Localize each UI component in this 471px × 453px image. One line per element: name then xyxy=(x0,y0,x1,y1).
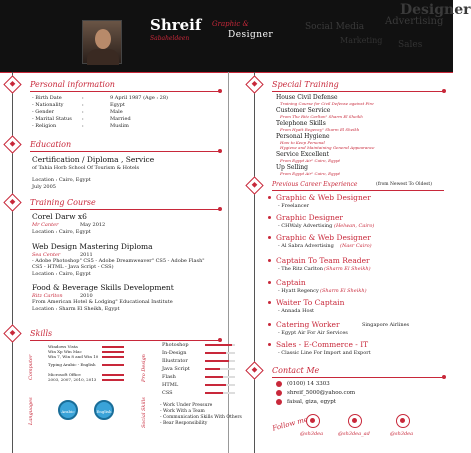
personal-label: - Nationality xyxy=(32,102,64,108)
experience-role: Graphic & Web Designer xyxy=(276,233,371,242)
language-badge-english xyxy=(94,400,114,420)
skills-title: Skills xyxy=(30,329,53,338)
experience-bullet xyxy=(268,281,271,284)
program-skill-bar xyxy=(205,352,226,354)
experience-bullet xyxy=(268,236,271,239)
training-org: Mr Canter xyxy=(32,222,59,228)
training-icon xyxy=(3,193,21,211)
candidate-surname: Sabaheldeen xyxy=(150,35,190,42)
experience-bullet xyxy=(268,259,271,262)
skills-rule xyxy=(30,340,220,341)
training-detail: From American Hotel & Lodging" Educational Institute xyxy=(32,299,173,305)
deco-marketing: Marketing xyxy=(340,36,383,45)
header-divider xyxy=(0,72,453,73)
personal-rule-dot xyxy=(218,89,222,93)
personal-icon xyxy=(3,75,21,93)
left-timeline xyxy=(12,72,13,453)
contact-rule-dot xyxy=(442,375,446,379)
language-arabic-label: Arabic xyxy=(61,409,75,414)
training-location: Location : Cairo, Egypt xyxy=(32,271,91,277)
special-training-icon xyxy=(245,75,263,93)
special-training-sub: From The Ritz Carlton" Sharm El Sheikh xyxy=(280,114,363,119)
program-skill-bar xyxy=(205,368,220,370)
experience-employer-location: (Helwan, Cairo) xyxy=(334,223,375,229)
program-skill-bar xyxy=(205,360,229,362)
education-date: July 2005 xyxy=(32,184,56,190)
special-training-sub: From Hyatt Regency" Sharm El Sheikh xyxy=(280,127,360,132)
instagram-icon[interactable] xyxy=(396,414,410,428)
special-training-name: Customer Service xyxy=(276,107,331,114)
personal-label: - Birth Date xyxy=(32,95,62,101)
contact-address: faisal, giza, egypt xyxy=(287,399,336,405)
education-degree: Certification / Diploma , Service xyxy=(32,155,155,164)
education-title: Education xyxy=(30,140,72,149)
training-location: Location : Cairo, Egypt xyxy=(32,229,91,235)
training-date: 2010 xyxy=(80,293,93,299)
experience-icon xyxy=(245,176,263,194)
training-org: Sea Center xyxy=(32,252,61,258)
experience-employer: - Annada Host xyxy=(278,308,315,314)
personal-colon: : xyxy=(82,116,84,122)
photo-body xyxy=(87,49,119,65)
training-org: Ritz Carlton xyxy=(32,293,63,299)
contact-title: Contact Me xyxy=(272,366,320,375)
experience-role: Catering Worker xyxy=(276,320,340,329)
special-training-name: Up Selling xyxy=(276,164,308,171)
experience-bullet xyxy=(268,196,271,199)
personal-colon: : xyxy=(82,123,84,129)
experience-rule xyxy=(272,190,444,191)
personal-colon: : xyxy=(82,95,84,101)
program-skill-name: Flash xyxy=(162,374,176,380)
special-training-sub: From Egypt Air" Cairo, Egypt xyxy=(280,158,341,163)
computer-skill-bar xyxy=(102,346,124,348)
program-skill-name: CSS xyxy=(162,390,173,396)
experience-note: (from Newest To Oldest) xyxy=(376,182,432,187)
photo-face xyxy=(95,29,111,49)
experience-role-extra: Singapore Airlines xyxy=(362,322,410,328)
training-date: May 2012 xyxy=(80,222,106,228)
location-icon xyxy=(276,399,282,405)
title-prefix: Graphic & xyxy=(212,20,249,28)
experience-role: Captain xyxy=(276,278,306,287)
follow-handle[interactable]: @sh3dea_ad xyxy=(338,431,370,437)
experience-employer-location: (Sharm El Sheikh) xyxy=(320,288,367,294)
training-detail: CS5 - HTML - Java Script - CSS) xyxy=(32,264,114,270)
special-training-rule-dot xyxy=(442,89,446,93)
personal-label: - Religion xyxy=(32,123,57,129)
special-training-sub: Hygiene and Maintaining General Appearance xyxy=(280,145,375,150)
languages-label: Languages xyxy=(28,397,34,425)
special-training-name: Telephone Skills xyxy=(276,120,326,127)
deco-sales: Sales xyxy=(398,40,423,50)
header-banner xyxy=(0,0,471,72)
special-training-name: Personal Hygiene xyxy=(276,133,330,140)
right-timeline xyxy=(254,72,255,453)
social-skill: - Work With a Team xyxy=(160,409,205,414)
education-rule-dot xyxy=(218,149,222,153)
computer-skill-bar xyxy=(102,364,124,366)
computer-skill-bar xyxy=(102,374,124,376)
experience-role: Waiter To Captain xyxy=(276,298,345,307)
program-skill-bar xyxy=(205,392,223,394)
experience-title: Previous Career Experience xyxy=(272,181,358,188)
education-icon xyxy=(3,135,21,153)
program-skill-name: Illustrator xyxy=(162,358,188,364)
special-training-rule xyxy=(272,91,444,92)
language-badge-arabic xyxy=(58,400,78,420)
profile-photo xyxy=(82,20,122,64)
computer-skill: Win Xp Win Mac xyxy=(48,349,82,354)
job-title: Designer xyxy=(228,30,274,40)
computer-skill-bar xyxy=(102,351,124,353)
personal-value: Muslim xyxy=(110,123,129,129)
contact-phone[interactable]: (0100) 14 3303 xyxy=(287,381,330,387)
follow-label: Follow me xyxy=(271,415,309,433)
personal-value: 9 April 1987 (Age : 28) xyxy=(110,95,168,101)
social-skill: - Bear Responsibility xyxy=(160,421,208,426)
education-school: of Tahia Horb School Of Tourism & Hotels xyxy=(32,165,140,171)
training-name: Corel Darw x6 xyxy=(32,212,87,221)
skills-rule-dot xyxy=(218,338,222,342)
program-skill-name: Photoshop xyxy=(162,342,189,348)
personal-colon: : xyxy=(82,102,84,108)
social-skills-label: Social Skills xyxy=(141,397,147,428)
special-training-sub: Training Course for Civil Defense against Fire xyxy=(280,101,374,106)
contact-icon xyxy=(245,361,263,379)
follow-handle[interactable]: @sh3dea xyxy=(390,431,414,437)
program-skill-bar xyxy=(205,344,232,346)
training-location: Location : Sharm El Sheikh, Egypt xyxy=(32,306,120,312)
twitter-icon[interactable] xyxy=(348,414,362,428)
personal-label: - Marital Status xyxy=(32,116,72,122)
special-training-sub: How to Keep Personal xyxy=(280,140,325,145)
skills-icon xyxy=(3,324,21,342)
social-skill: - Communication Skills With Others xyxy=(160,415,242,420)
experience-employer: - Classic Line For Import and Export xyxy=(278,350,371,356)
programs-label: Pro Design xyxy=(141,354,147,382)
personal-value: Married xyxy=(110,116,131,122)
follow-handle[interactable]: @sh3dea xyxy=(300,431,324,437)
training-name: Food & Beverage Skills Development xyxy=(32,283,174,292)
program-skill-bar xyxy=(205,384,226,386)
experience-employer-location: (Nasr Cairo) xyxy=(340,243,372,249)
experience-employer: - Al Sabra Advertising xyxy=(278,243,334,249)
computer-skill-bar xyxy=(102,379,124,381)
facebook-icon[interactable] xyxy=(306,414,320,428)
center-divider xyxy=(228,72,229,453)
social-skill: - Work Under Pressure xyxy=(160,403,213,408)
computer-skill: Windows Vista xyxy=(48,344,78,349)
program-skill-bar xyxy=(205,376,223,378)
computer-skill: Win 7, Win 8 and Win 10 xyxy=(48,354,99,359)
special-training-title: Special Training xyxy=(272,80,339,89)
deco-designer: Designer xyxy=(400,2,471,18)
personal-title: Personal information xyxy=(30,80,115,89)
deco-advertising: Advertising xyxy=(385,16,444,27)
phone-icon xyxy=(276,381,282,387)
experience-bullet xyxy=(268,323,271,326)
experience-employer: - CHWaly Advertising xyxy=(278,223,333,229)
training-date: 2011 xyxy=(80,252,93,258)
training-name: Web Design Mastering Diploma xyxy=(32,242,153,251)
personal-colon: : xyxy=(82,109,84,115)
program-skill-name: Java Script xyxy=(162,366,190,372)
computer-skill: Microsoft Office xyxy=(48,372,81,377)
education-rule xyxy=(30,151,220,152)
contact-rule xyxy=(272,377,444,378)
experience-employer: - The Ritz Carlton xyxy=(278,266,324,272)
personal-value: Male xyxy=(110,109,123,115)
special-training-sub: From Egypt Air" Cairo, Egypt xyxy=(280,171,341,176)
computer-skill: Typing Arabic - English xyxy=(48,362,96,367)
experience-employer: - Freelancer xyxy=(278,203,310,209)
program-skill-name: HTML xyxy=(162,382,179,388)
experience-bullet xyxy=(268,216,271,219)
experience-role: Captain To Team Reader xyxy=(276,256,370,265)
training-detail: - Adobe Photoshop" CS5 - Adobe Dreamweaver" CS5 - Adobe Flash" xyxy=(32,258,205,264)
personal-rule xyxy=(30,91,220,92)
personal-value: Egypt xyxy=(110,102,125,108)
contact-email[interactable]: shreif_5000@yahoo.com xyxy=(287,390,356,396)
language-english-label: English xyxy=(96,409,112,414)
training-rule xyxy=(30,209,220,210)
special-training-name: Service Excellent xyxy=(276,151,329,158)
program-skill-name: In-Design xyxy=(162,350,187,356)
training-rule-dot xyxy=(218,207,222,211)
education-location: Location : Cairo, Egypt xyxy=(32,177,91,183)
computer-label: Computer xyxy=(28,354,34,380)
experience-role: Graphic & Web Designer xyxy=(276,193,371,202)
experience-employer: - Hyatt Regency xyxy=(278,288,319,294)
experience-role: Sales - E-Commerce - IT xyxy=(276,340,369,349)
experience-employer: - Egypt Air For Air Services xyxy=(278,330,348,336)
deco-social: Social Media xyxy=(305,22,365,32)
email-icon xyxy=(276,390,282,396)
special-training-name: House Civil Defense xyxy=(276,94,338,101)
experience-role: Graphic Designer xyxy=(276,213,344,222)
computer-skill: 2003, 2007, 2010, 2013 xyxy=(48,377,97,382)
experience-employer-location: (Sharm El Sheikh) xyxy=(324,266,371,272)
experience-bullet xyxy=(268,301,271,304)
experience-bullet xyxy=(268,343,271,346)
personal-label: - Gender xyxy=(32,109,55,115)
candidate-name: Shreif xyxy=(150,16,202,34)
training-title: Training Course xyxy=(30,198,96,207)
computer-skill-bar xyxy=(102,356,124,358)
